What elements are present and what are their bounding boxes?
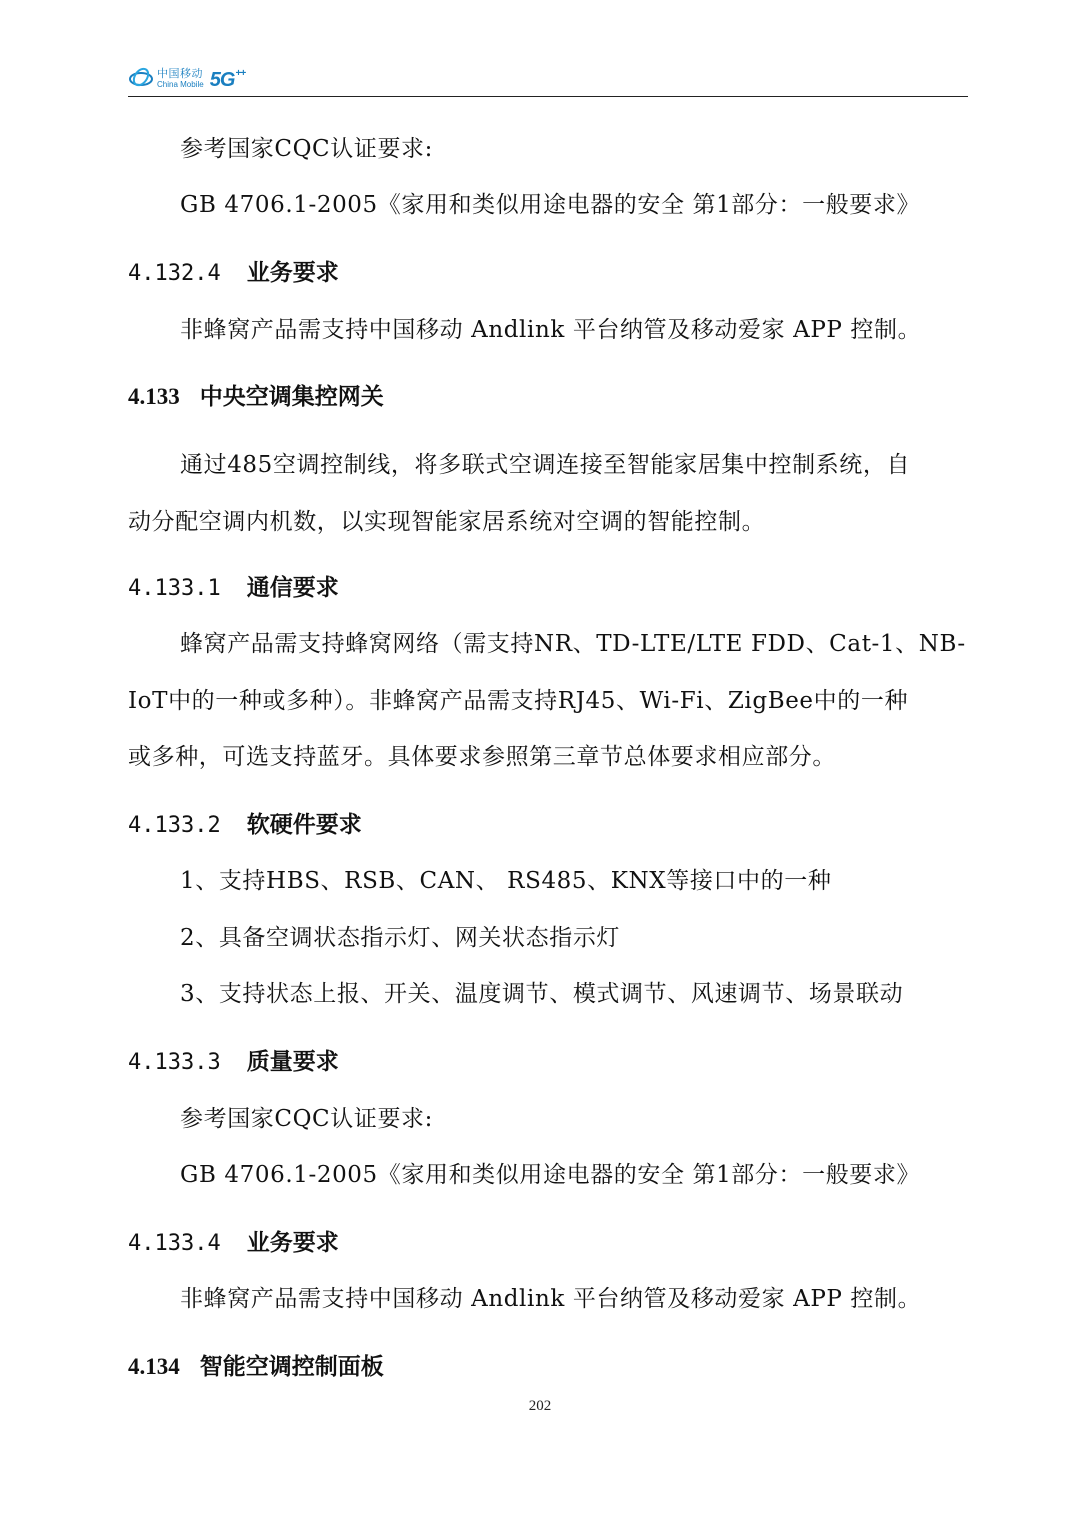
chapter-title: 中央空调集控网关: [199, 384, 384, 410]
paragraph: 非蜂窝产品需支持中国移动 Andlink 平台纳管及移动爱家 APP 控制。: [180, 317, 922, 343]
page-header: [128, 58, 968, 97]
section-number: 4.133.3: [128, 1050, 221, 1075]
chapter-heading: [128, 1348, 384, 1381]
chapter-number: 4.133: [128, 384, 180, 409]
section-title: 质量要求: [246, 1049, 339, 1075]
section-heading: [128, 1224, 339, 1257]
section-number: 4.133.2: [128, 813, 221, 838]
section-number: 4.133.4: [128, 1231, 221, 1256]
logo-5g-plus: ++: [235, 67, 246, 79]
section-heading: [128, 806, 362, 839]
paragraph: IoT中的一种或多种）。非蜂窝产品需支持RJ45、Wi-Fi、ZigBee中的一种: [128, 688, 909, 714]
paragraph: GB 4706.1-2005《家用和类似用途电器的安全 第1部分：一般要求》: [180, 192, 921, 218]
list-item: 2、具备空调状态指示灯、网关状态指示灯: [180, 925, 621, 951]
logo-english-name: China Mobile: [157, 79, 204, 89]
section-number: 4.132.4: [128, 261, 221, 286]
chapter-number: 4.134: [128, 1354, 180, 1379]
paragraph: GB 4706.1-2005《家用和类似用途电器的安全 第1部分：一般要求》: [180, 1162, 921, 1188]
page-number: 202: [528, 1398, 552, 1414]
list-item: 3、支持状态上报、开关、温度调节、模式调节、风速调节、场景联动: [180, 981, 904, 1007]
china-mobile-logo: [128, 64, 245, 92]
paragraph: 非蜂窝产品需支持中国移动 Andlink 平台纳管及移动爱家 APP 控制。: [180, 1286, 922, 1312]
chapter-heading: [128, 378, 384, 411]
china-mobile-logo-icon: [128, 65, 154, 91]
section-heading: [128, 569, 339, 602]
section-number: 4.133.1: [128, 576, 221, 601]
section-title: 软硬件要求: [246, 812, 362, 838]
paragraph: 通过485空调控制线，将多联式空调连接至智能家居集中控制系统，自: [180, 452, 911, 478]
chapter-title: 智能空调控制面板: [199, 1354, 384, 1380]
logo-5g: [210, 69, 245, 92]
list-item: 1、支持HBS、RSB、CAN、 RS485、KNX等接口中的一种: [180, 868, 832, 894]
paragraph: 动分配空调内机数，以实现智能家居系统对空调的智能控制。: [128, 509, 766, 535]
logo-5g-text: 5G: [209, 68, 235, 91]
section-heading: [128, 1043, 339, 1076]
paragraph: 或多种，可选支持蓝牙。具体要求参照第三章节总体要求相应部分。: [128, 744, 836, 770]
section-title: 通信要求: [246, 575, 339, 601]
logo-wordmark: [157, 68, 204, 89]
section-heading: [128, 254, 339, 287]
section-title: 业务要求: [246, 260, 339, 286]
section-title: 业务要求: [246, 1230, 339, 1256]
logo-chinese-name: 中国移动: [157, 66, 203, 80]
paragraph: 蜂窝产品需支持蜂窝网络（需支持NR、TD-LTE/LTE FDD、Cat-1、NB-: [180, 631, 966, 657]
paragraph: 参考国家CQC认证要求:: [180, 136, 434, 162]
paragraph: 参考国家CQC认证要求:: [180, 1106, 434, 1132]
